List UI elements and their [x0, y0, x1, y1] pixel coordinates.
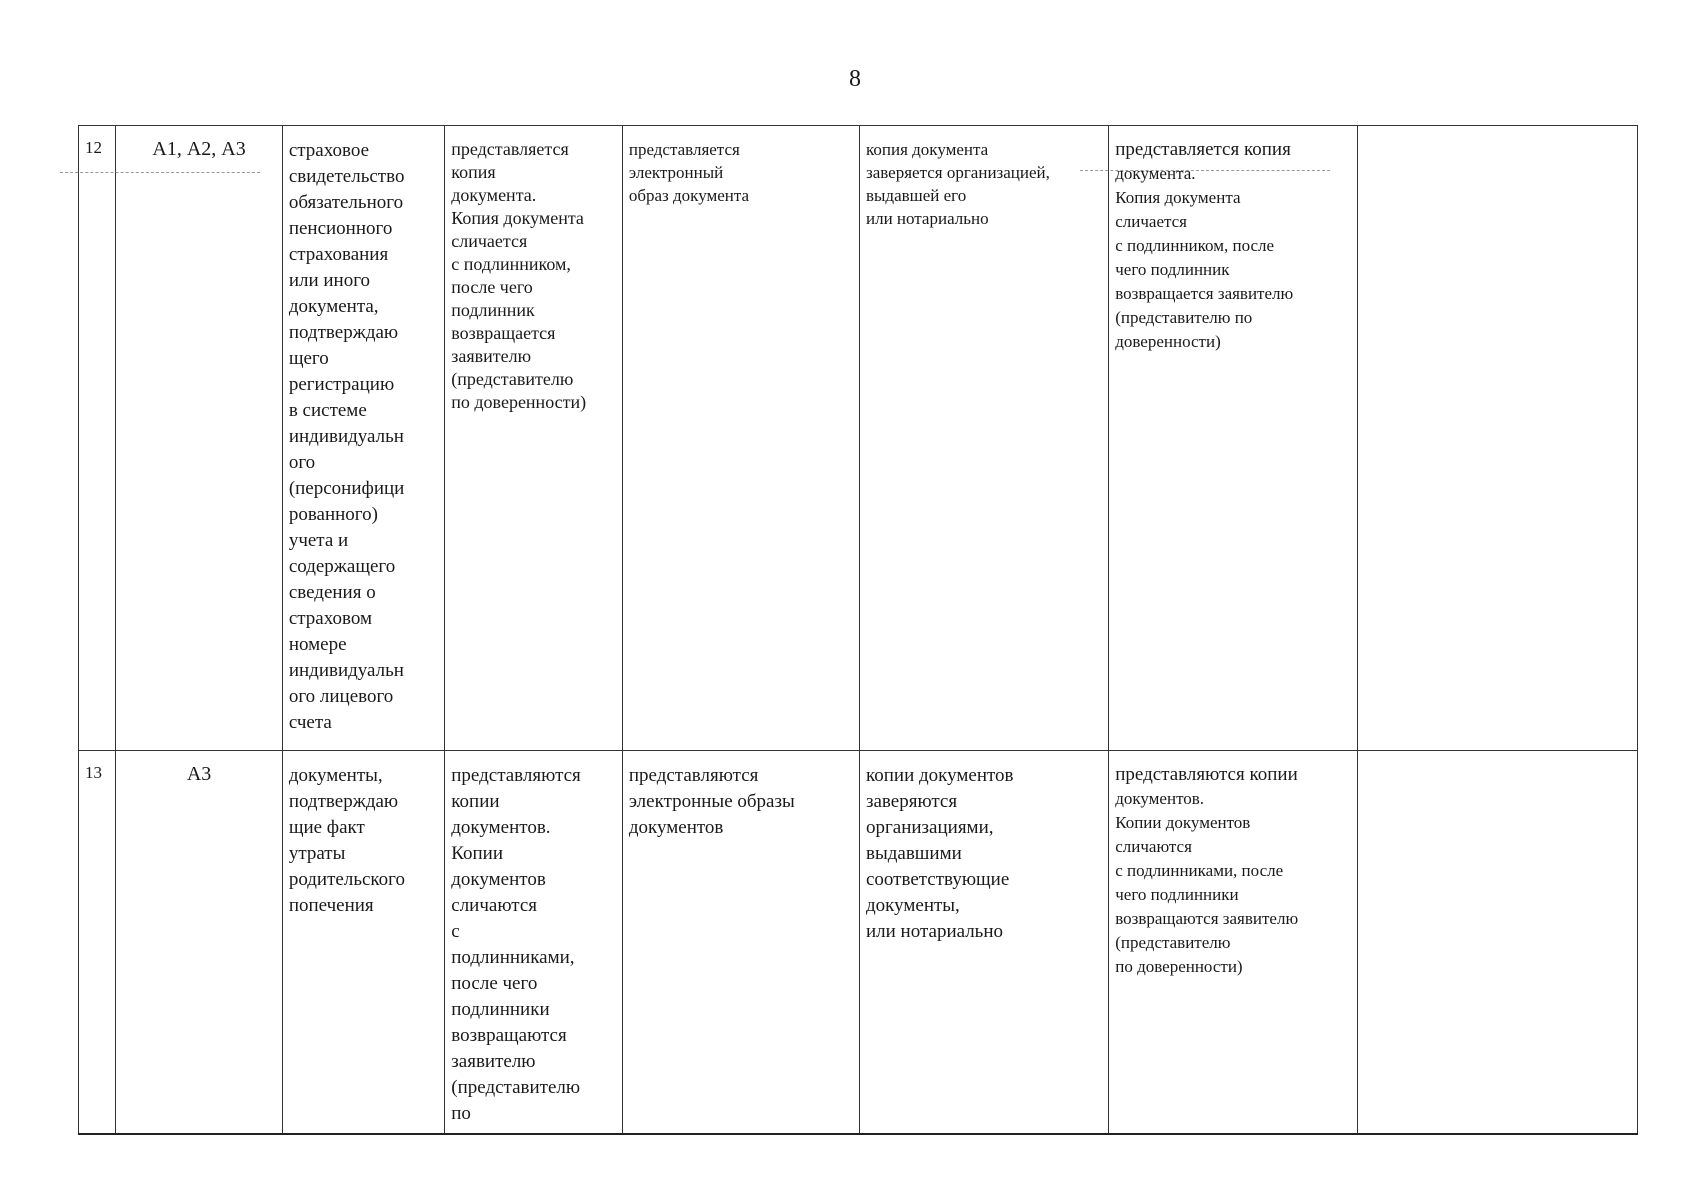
text-line: доверенности) [1115, 332, 1221, 351]
applicant-categories: А1, А2, А3 [116, 126, 282, 751]
text-line: копии документов [865, 765, 1014, 786]
row-number: 12 [79, 126, 116, 751]
certification-requirement [859, 126, 1108, 751]
text-line: обязательного [288, 192, 404, 213]
text-line: заявителю [451, 1051, 536, 1072]
text-line: представляется [451, 139, 569, 159]
text-line: щие факт [288, 817, 365, 838]
certification-requirement [859, 751, 1108, 1135]
text-line: (представителю [451, 369, 574, 389]
text-line: документов [628, 817, 724, 838]
text-line: сличаются [1115, 837, 1192, 856]
scan-artifact [60, 172, 260, 173]
notes-cell [1358, 751, 1638, 1135]
text-line: страховом [288, 608, 372, 629]
text-line: документов. [1115, 789, 1205, 808]
text-line: электронный [628, 163, 724, 182]
text-line: заявителю [451, 346, 532, 366]
text-line: документа. [451, 185, 537, 205]
text-line: выдавшими [865, 843, 962, 864]
text-line: в системе [288, 400, 367, 421]
text-line: с подлинником, после [1115, 236, 1275, 255]
text-line: или нотариально [865, 921, 1004, 942]
text-line: сличается [451, 231, 528, 251]
text-line: после чего [451, 277, 533, 297]
text-line: по [451, 1103, 471, 1124]
text-line: учета и [288, 530, 349, 551]
row-number: 13 [79, 751, 116, 1135]
documents-table [78, 125, 1638, 1135]
text-line: или нотариально [865, 209, 989, 228]
text-line: после чего [451, 973, 538, 994]
text-line: счета [288, 712, 332, 733]
table-row [79, 751, 1638, 1135]
text-line: возвращаются заявителю [1115, 909, 1299, 928]
text-line: ого [288, 452, 316, 473]
text-line: возвращается [451, 323, 556, 343]
text-line: сведения о [288, 582, 376, 603]
text-line: образ документа [628, 186, 750, 205]
scan-artifact [1080, 170, 1330, 171]
electronic-requirement [622, 751, 859, 1135]
text-line: попечения [288, 895, 374, 916]
text-line: утраты [288, 843, 346, 864]
text-line: страхования [288, 244, 389, 265]
text-line: ого лицевого [288, 686, 394, 707]
table-row [79, 126, 1638, 751]
text-line: регистрацию [288, 374, 395, 395]
text-line: Копия документа [451, 208, 584, 228]
text-line: или иного [288, 270, 371, 291]
notes-cell [1358, 126, 1638, 751]
text-line: заверяются [865, 791, 958, 812]
text-line: документы, [865, 895, 960, 916]
text-line: организациями, [865, 817, 994, 838]
text-line: представляются [628, 765, 759, 786]
text-line: копия документа [865, 140, 989, 159]
text-line: пенсионного [288, 218, 393, 239]
text-line: подтверждаю [288, 322, 399, 343]
electronic-requirement [622, 126, 859, 751]
text-line: чего подлинники [1115, 885, 1239, 904]
document-name [282, 751, 444, 1135]
applicant-categories: А3 [116, 751, 282, 1135]
text-line: выдавшей его [865, 186, 967, 205]
text-line: страховое [288, 140, 369, 161]
text-line: возвращается заявителю [1115, 284, 1294, 303]
text-line: возвращаются [451, 1025, 567, 1046]
text-line: документа. [1115, 164, 1196, 183]
text-line: сличается [1115, 212, 1187, 231]
page-number: 8 [849, 66, 861, 92]
text-line: (представителю [451, 1077, 581, 1098]
text-line: представляется копия [1115, 139, 1291, 160]
text-line: подтверждаю [288, 791, 399, 812]
text-line: заверяется организацией, [865, 163, 1050, 182]
text-line: копия [451, 162, 496, 182]
text-line: Копии документов [1115, 813, 1251, 832]
text-line: (персонифици [288, 478, 405, 499]
document-name [282, 126, 444, 751]
text-line: подлинник [451, 300, 535, 320]
text-line: Копии [451, 843, 503, 864]
text-line: подлинниками, [451, 947, 575, 968]
text-line: с подлинником, [451, 254, 571, 274]
text-line: по доверенности) [1115, 957, 1243, 976]
text-line: представляется [628, 140, 740, 159]
text-line: номере [288, 634, 347, 655]
copy-procedure [1109, 126, 1358, 751]
paper-requirement [445, 751, 623, 1135]
text-line: соответствующие [865, 869, 1010, 890]
text-line: содержащего [288, 556, 396, 577]
text-line: чего подлинник [1115, 260, 1230, 279]
text-line: документа, [288, 296, 379, 317]
text-line: представляются копии [1115, 764, 1298, 785]
text-line: с [451, 921, 460, 942]
text-line: с подлинниками, после [1115, 861, 1284, 880]
text-line: по доверенности) [451, 392, 587, 412]
text-line: щего [288, 348, 329, 369]
text-line: документов. [451, 817, 551, 838]
text-line: Копия документа [1115, 188, 1241, 207]
text-line: (представителю [1115, 933, 1231, 952]
text-line: родительского [288, 869, 406, 890]
text-line: представляются [451, 765, 581, 786]
text-line: документов [451, 869, 546, 890]
text-line: сличаются [451, 895, 537, 916]
text-line: индивидуальн [288, 426, 404, 447]
copy-procedure [1109, 751, 1358, 1135]
text-line: копии [451, 791, 500, 812]
text-line: подлинники [451, 999, 550, 1020]
text-line: документы, [288, 765, 383, 786]
text-line: индивидуальн [288, 660, 404, 681]
text-line: свидетельство [288, 166, 405, 187]
text-line: электронные образы [628, 791, 795, 812]
text-line: рованного) [288, 504, 378, 525]
text-line: (представителю по [1115, 308, 1253, 327]
paper-requirement [445, 126, 623, 751]
